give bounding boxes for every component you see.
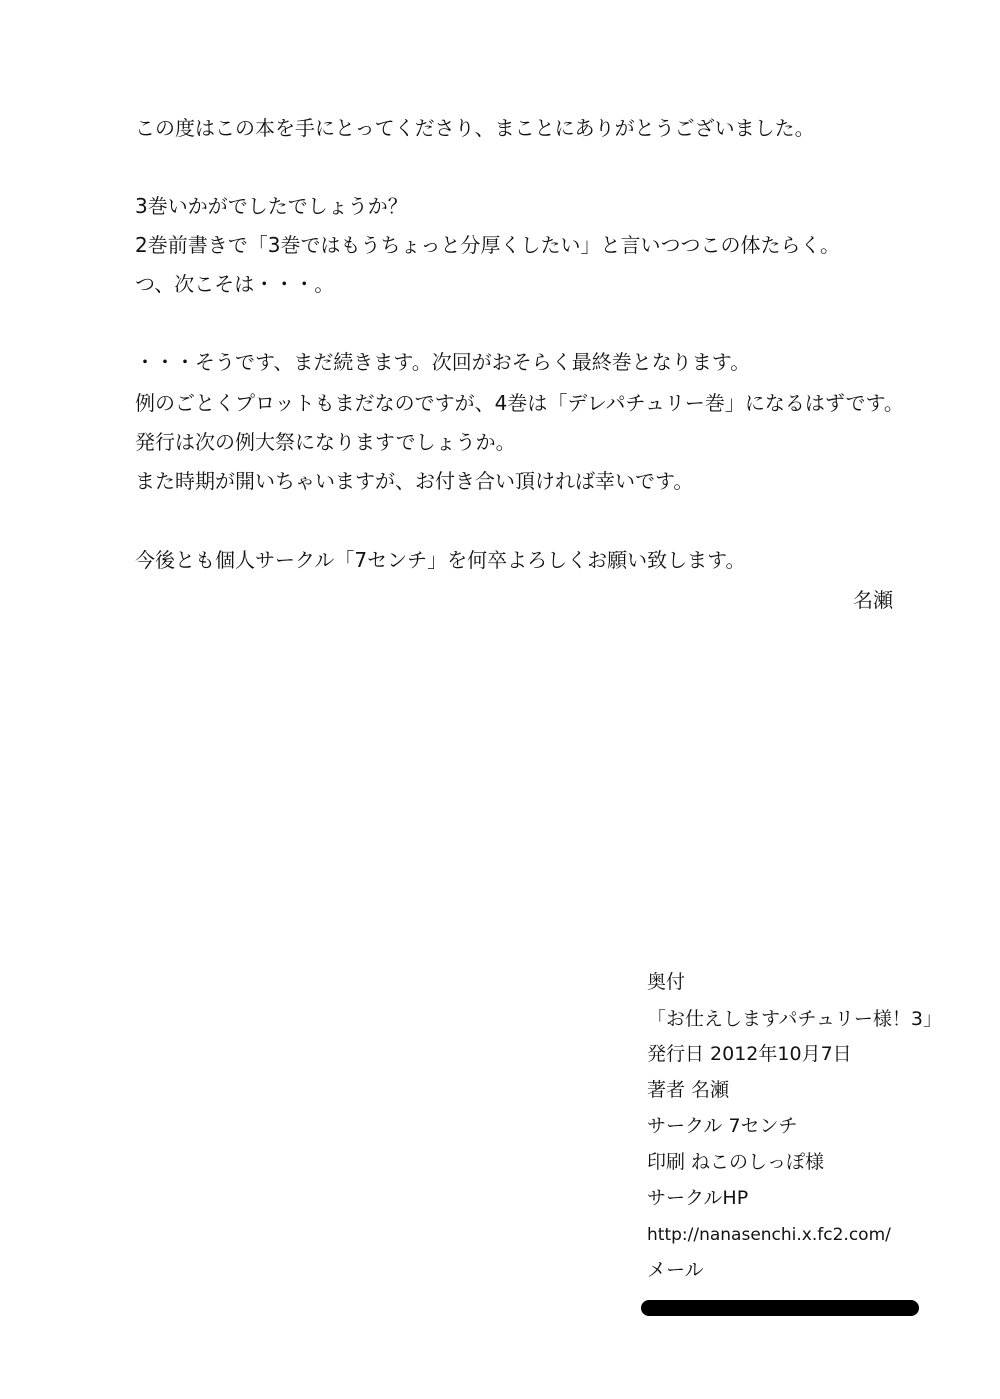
redacted-email-bar — [641, 1300, 919, 1316]
mail-label: メール — [647, 1259, 704, 1281]
afterword-line: 2巻前書きで「3巻ではもうちょっと分厚くしたい」と言いつつこの体たらく。 — [135, 233, 841, 257]
publish-date: 発行日 2012年10月7日 — [647, 1043, 852, 1065]
afterword-line: 3巻いかがでしたでしょうか？ — [135, 194, 408, 218]
book-title: 「お仕えしますパチュリー様！3」 — [647, 1008, 942, 1030]
afterword-line: ・・・そうです、まだ続きます。次回がおそらく最終巻となります。 — [135, 350, 751, 374]
circle-hp-label: サークルHP — [647, 1187, 749, 1209]
author-line: 著者 名瀬 — [647, 1079, 730, 1101]
circle-hp-url[interactable]: http://nanasenchi.x.fc2.com/ — [647, 1225, 891, 1245]
colophon-heading: 奥付 — [647, 971, 686, 993]
printer-line: 印刷 ねこのしっぽ様 — [647, 1151, 825, 1173]
afterword-line: つ、次こそは・・・。 — [135, 272, 335, 296]
circle-line: サークル 7センチ — [647, 1115, 798, 1137]
afterword-line: この度はこの本を手にとってくださり、まことにありがとうございました。 — [135, 116, 815, 140]
signature: 名瀬 — [853, 588, 893, 612]
afterword-line: 発行は次の例大祭になりますでしょうか。 — [135, 430, 516, 454]
afterword-line: また時期が開いちゃいますが、お付き合い頂ければ幸いです。 — [135, 469, 694, 493]
afterword-line: 今後とも個人サークル「7センチ」を何卒よろしくお願い致します。 — [135, 548, 746, 572]
afterword-line: 例のごとくプロットもまだなのですが、4巻は「デレパチュリー巻」になるはずです。 — [135, 391, 904, 415]
